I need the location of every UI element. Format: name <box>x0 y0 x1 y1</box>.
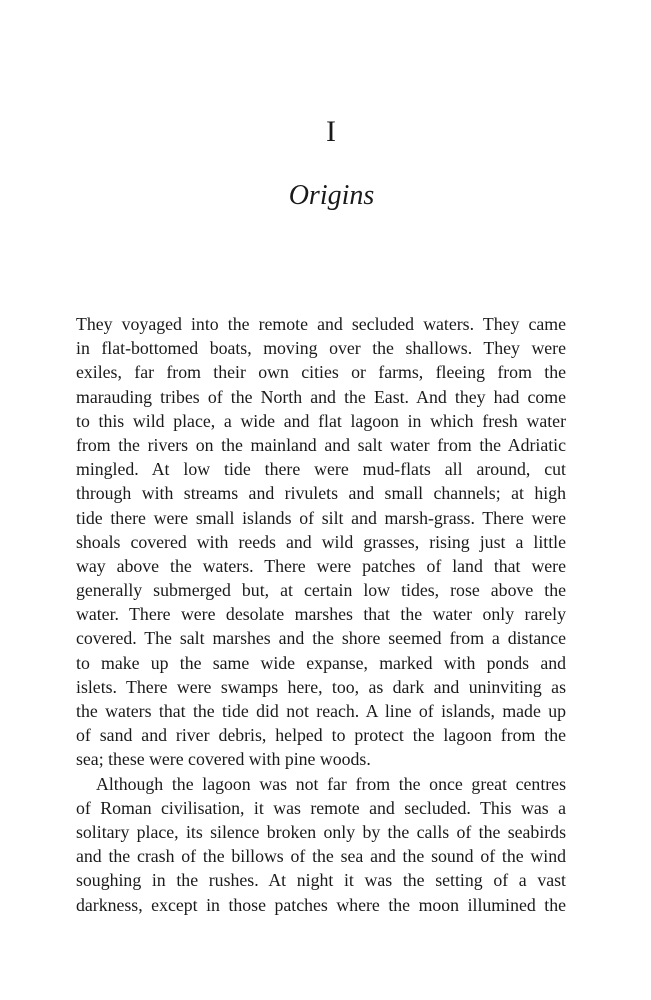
text-line: darkness, except in those patches where the moon illumined the <box>76 894 566 915</box>
text-line: in flat-bottomed boats, moving over the shallows. They were <box>76 338 566 359</box>
text-line: of sand and river debris, helped to protect the lagoon from the <box>76 725 566 746</box>
paragraph-last-line: sea; these were covered with pine woods. <box>76 749 371 770</box>
text-line: to this wild place, a wide and flat lagoon in which fresh water <box>76 410 566 431</box>
body-text <box>76 312 566 917</box>
paragraph-first-line: Although the lagoon was not far from the once great centres <box>96 773 566 794</box>
text-line: and the crash of the billows of the sea and the sound of the wind <box>76 846 566 867</box>
text-line: islets. There were swamps here, too, as dark and uninviting as <box>76 676 566 697</box>
text-line: shoals covered with reeds and wild grasses, rising just a little <box>76 531 566 552</box>
text-line: water. There were desolate marshes that the water only rarely <box>76 604 566 625</box>
text-line: exiles, far from their own cities or farms, fleeing from the <box>76 362 566 383</box>
text-line: through with streams and rivulets and small channels; at high <box>76 483 566 504</box>
chapter-title: Origins <box>288 180 375 211</box>
text-line: mingled. At low tide there were mud-flats all around, cut <box>76 459 566 480</box>
text-line: the waters that the tide did not reach. A line of islands, made up <box>76 701 566 721</box>
text-line: covered. The salt marshes and the shore seemed from a distance <box>76 628 566 649</box>
text-line: to make up the same wide expanse, marked with ponds and <box>76 652 566 673</box>
text-line: way above the waters. There were patches of land that were <box>76 555 566 576</box>
text-line: marauding tribes of the North and the East. And they had come <box>76 386 566 407</box>
text-line: solitary place, its silence broken only by the calls of the seabirds <box>76 821 566 842</box>
chapter-number: I <box>326 115 337 148</box>
text-line: tide there were small islands of silt and marsh-grass. There were <box>76 507 566 528</box>
text-line: from the rivers on the mainland and salt water from the Adriatic <box>76 434 566 455</box>
text-line: soughing in the rushes. At night it was the setting of a vast <box>76 870 566 891</box>
text-line: of Roman civilisation, it was remote and secluded. This was a <box>76 797 566 818</box>
text-line: generally submerged but, at certain low tides, rose above the <box>76 580 566 601</box>
text-line: They voyaged into the remote and secluded waters. They came <box>76 314 566 334</box>
